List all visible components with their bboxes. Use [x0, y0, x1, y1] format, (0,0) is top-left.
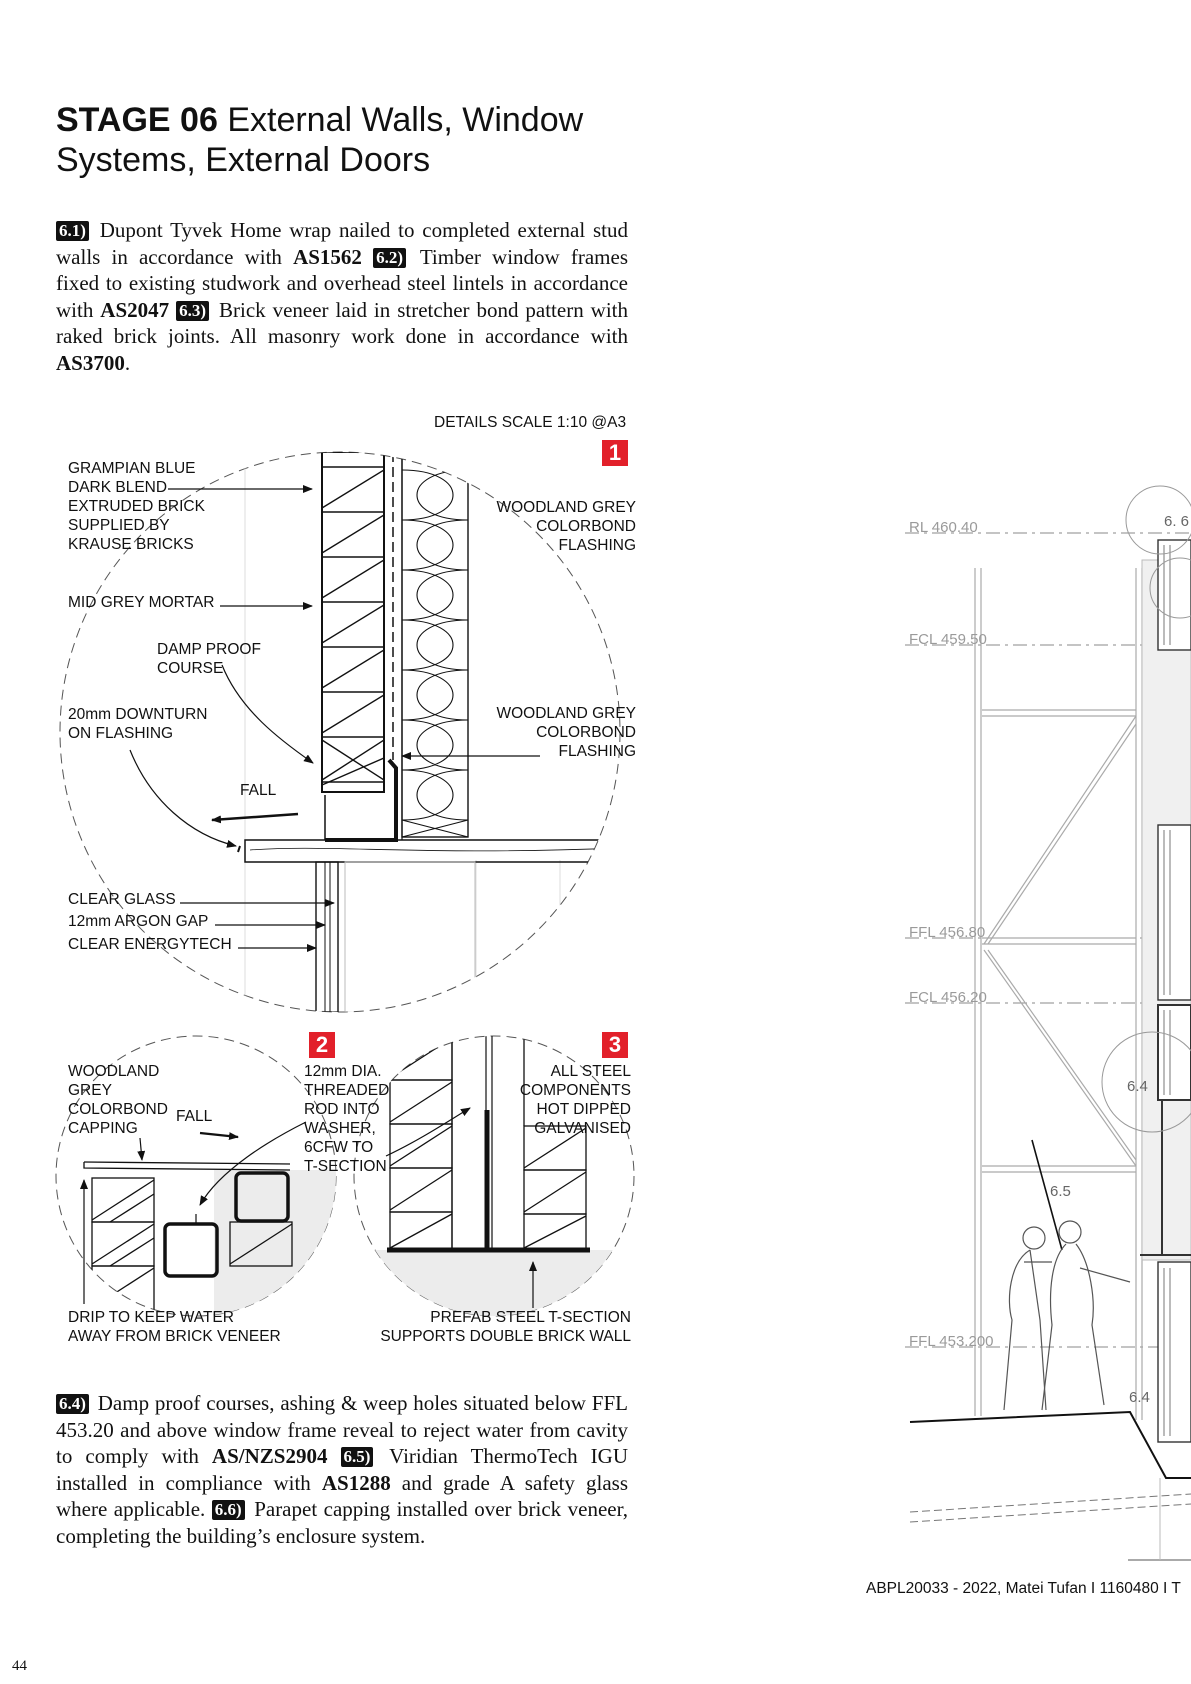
mortar-label: MID GREY MORTAR: [68, 594, 215, 611]
clear-glass-label: CLEAR GLASS: [68, 891, 176, 908]
fall-label: FALL: [240, 782, 277, 799]
detail-3-badge: 3: [602, 1032, 628, 1058]
paragraph-text: Timber window frames fixed to existing studwork and overhead steel lintels in accordance with: [56, 244, 629, 322]
note-tag: 6.6): [212, 1500, 245, 1520]
callout-label: 6.4: [1129, 1389, 1150, 1406]
paragraph-text: Viridian ThermoTech IGU installed in compliance with: [56, 1444, 628, 1495]
stage-title: External Walls, Window Systems, External Doors: [56, 101, 584, 179]
note-tag: 6.3): [176, 301, 209, 321]
capping-label: WOODLAND GREY COLORBOND CAPPING: [68, 1063, 168, 1137]
page-number: 44: [12, 1658, 27, 1674]
footer-credit: ABPL20033 - 2022, Matei Tufan I 1160480 I T: [866, 1580, 1181, 1597]
downturn-label: 20mm DOWNTURN ON FLASHING: [68, 706, 208, 742]
standard-ref: AS1562: [293, 244, 362, 269]
standard-ref: AS1288: [321, 1470, 391, 1495]
callout-label: 6.5: [1050, 1183, 1071, 1200]
argon-gap-label: 12mm ARGON GAP: [68, 913, 209, 930]
paragraph-text: and grade A safety glass where applicable.: [56, 1470, 629, 1522]
level-label: FFL 453.200: [909, 1333, 994, 1350]
note-tag: 6.4): [56, 1394, 89, 1414]
steel-components-label: ALL STEEL COMPONENTS HOT DIPPED GALVANISED: [519, 1063, 631, 1137]
note-tag: 6.5): [341, 1447, 374, 1467]
level-label: FFL 456.80: [909, 924, 986, 941]
paragraph-text: Dupont Tyvek Home wrap nailed to completed external stud walls in accordance with: [56, 218, 628, 269]
note-tag: 6.2): [373, 248, 406, 268]
paragraph-text: .: [124, 350, 131, 375]
callout-label: 6.4: [1127, 1078, 1148, 1095]
paragraph-text: Brick veneer laid in stretcher bond pattern with raked brick joints. All masonry work done in accordance with: [56, 297, 628, 349]
scale-note: DETAILS SCALE 1:10 @A3: [434, 414, 627, 431]
drip-label: DRIP TO KEEP WATER AWAY FROM BRICK VENEER: [68, 1309, 281, 1345]
dpc-label: DAMP PROOF COURSE: [157, 641, 261, 677]
level-label: FCL 456.20: [909, 989, 987, 1006]
threaded-rod-label: 12mm DIA. THREADED ROD INTO WASHER, 6CFW TO T-SECTION: [304, 1063, 390, 1175]
brick-label: GRAMPIAN BLUE DARK BLEND EXTRUDED BRICK SUPPLIED BY KRAUSE BRICKS: [68, 460, 205, 553]
level-label: FCL 459.50: [909, 631, 987, 648]
note-tag: 6.1): [56, 221, 89, 241]
standard-ref: AS3700: [56, 350, 125, 375]
standard-ref: AS/NZS2904: [211, 1444, 328, 1469]
details-paragraph: [56, 1390, 628, 1550]
energytech-label: CLEAR ENERGYTECH: [68, 936, 232, 953]
paragraph-text: Damp proof courses, ashing & weep holes situated below FFL 453.20 and above window frame reveal to reject water from cavity to comply with: [56, 1391, 628, 1469]
flashing-bottom-label: WOODLAND GREY COLORBOND FLASHING: [496, 705, 636, 760]
capping-fall-label: FALL: [176, 1108, 213, 1125]
stage-number: STAGE 06: [56, 101, 218, 139]
t-section-label: PREFAB STEEL T-SECTION SUPPORTS DOUBLE BRICK WALL: [380, 1309, 631, 1345]
standard-ref: AS2047: [100, 297, 170, 322]
detail-2-badge: 2: [309, 1032, 335, 1058]
detail-1-badge: 1: [602, 440, 628, 466]
flashing-top-label: WOODLAND GREY COLORBOND FLASHING: [496, 499, 636, 554]
callout-label: 6. 6: [1164, 513, 1190, 530]
level-label: RL 460.40: [909, 519, 978, 536]
paragraph-text: Parapet capping installed over brick veneer, completing the building’s enclosure system.: [56, 1497, 628, 1548]
